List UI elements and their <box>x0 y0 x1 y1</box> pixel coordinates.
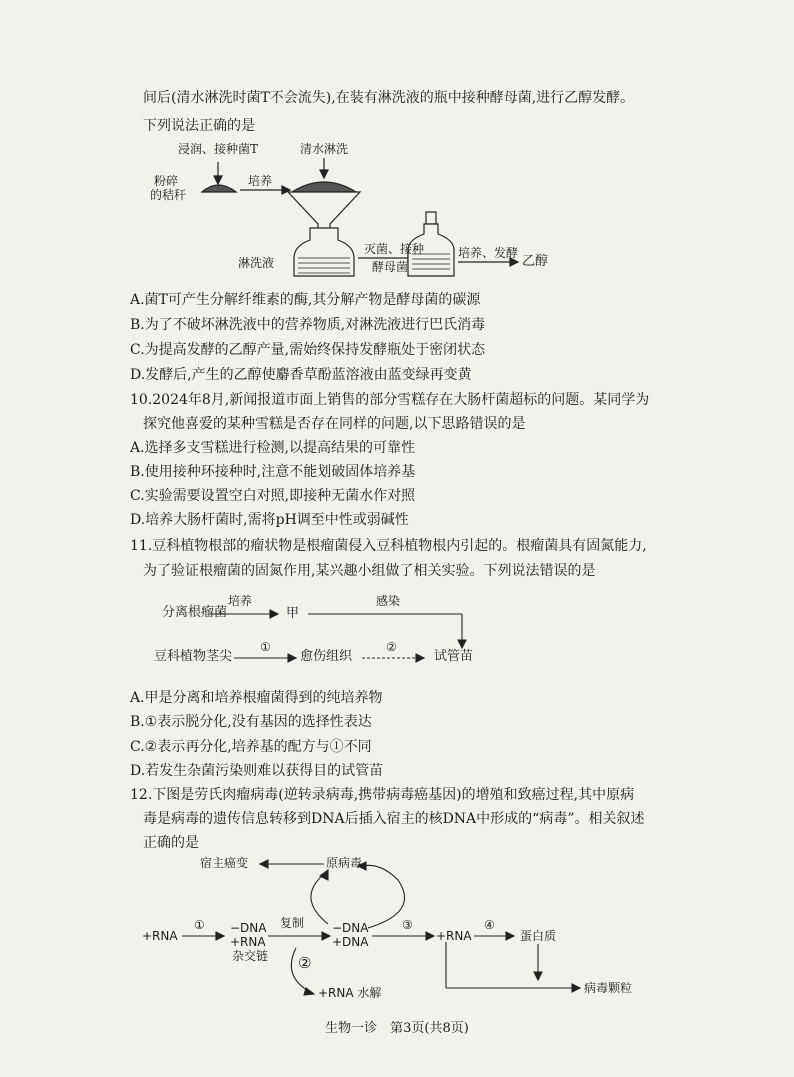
q12-stem-line2: 毒是病毒的遗传信息转移到DNA后插入宿主的核DNA中形成的“病毒”。相关叙述 <box>143 811 645 827</box>
hybrid-label-2: +RNA <box>230 935 266 949</box>
stem-tip-label: 豆科植物茎尖 <box>154 649 233 664</box>
q12-stem-line1: 12.下图是劳氏肉瘤病毒(逆转录病毒,携带病毒癌基因)的增殖和致癌过程,其中原病 <box>130 787 635 803</box>
replicate-label: 复制 <box>280 916 305 930</box>
isolate-rhizobia-label: 分离根瘤菌 <box>162 605 228 620</box>
plantlet-label: 试管苗 <box>434 649 474 664</box>
virus-particle-label: 病毒颗粒 <box>584 981 633 995</box>
jia-label: 甲 <box>286 606 300 621</box>
q9-option-c: C.为提高发酵的乙醇产量,需始终保持发酵瓶处于密闭状态 <box>130 342 486 358</box>
q9-stem-line2: 下列说法正确的是 <box>143 118 255 134</box>
host-cancer-label: 宿主癌变 <box>200 856 249 870</box>
straw-pile-icon <box>202 185 236 192</box>
culture-label: 培养 <box>248 174 273 188</box>
rinse-label: 清水淋洗 <box>300 142 349 156</box>
q9-fermentation-diagram <box>140 140 600 280</box>
q9-stem-line1: 间后(清水淋洗时菌T不会流失),在装有淋洗液的瓶中接种酵母菌,进行乙醇发酵。 <box>143 90 635 106</box>
eluate-label: 淋洗液 <box>238 256 275 270</box>
q10-option-c: C.实验需要设置空白对照,即接种无菌水作对照 <box>130 488 416 504</box>
q11-option-b: B.①表示脱分化,没有基因的选择性表达 <box>130 714 372 730</box>
q11-tissue-culture-diagram <box>150 592 480 672</box>
q11-stem-line2: 为了验证根瘤菌的固氮作用,某兴趣小组做了相关实验。下列说法错误的是 <box>143 563 596 579</box>
q9-option-d: D.发酵后,产生的乙醇使麝香草酚蓝溶液由蓝变绿再变黄 <box>130 367 472 383</box>
q11-culture-label: 培养 <box>228 594 253 608</box>
hydrolysis-label: +RNA 水解 <box>318 986 382 1000</box>
sterilize-inoculate-label-2: 酵母菌 <box>372 260 409 274</box>
straw-label-2: 的秸秆 <box>150 188 187 202</box>
q12-step1-label: ① <box>194 918 205 932</box>
sterilize-inoculate-label-1: 灭菌、接种 <box>364 242 425 256</box>
protein-label: 蛋白质 <box>520 929 557 943</box>
q10-stem-line2: 探究他喜爱的某种雪糕是否存在同样的问题,以下思路错误的是 <box>143 416 526 432</box>
q12-diagram-svg <box>140 852 660 1002</box>
q10-option-a: A.选择多支雪糕进行检测,以提高结果的可靠性 <box>130 440 416 456</box>
q12-step3-label: ③ <box>402 918 413 932</box>
q10-stem-line1: 10.2024年8月,新闻报道市面上销售的部分雪糕存在大肠杆菌超标的问题。某同学为 <box>130 392 650 408</box>
straw-label-1: 粉碎 <box>154 174 179 188</box>
q12-stem-line3: 正确的是 <box>143 835 199 851</box>
q12-virus-diagram <box>140 852 660 1002</box>
q11-option-a: A.甲是分离和培养根瘤菌得到的纯培养物 <box>130 690 383 706</box>
ferment-label: 培养、发酵 <box>458 246 519 260</box>
q12-step4-label: ④ <box>484 918 495 932</box>
step1-label: ① <box>260 640 271 654</box>
rna-start-label: +RNA <box>142 929 178 943</box>
ethanol-label: 乙醇 <box>522 254 549 269</box>
ds-dna-label-2: +DNA <box>332 935 369 949</box>
step2-label: ② <box>386 640 397 654</box>
callus-label: 愈伤组织 <box>300 649 353 664</box>
q12-step2-label: ② <box>298 954 312 972</box>
q11-option-d: D.若发生杂菌污染则难以获得目的试管苗 <box>130 763 384 779</box>
hybrid-label-1: −DNA <box>230 921 267 935</box>
q11-stem-line1: 11.豆科植物根部的瘤状物是根瘤菌侵入豆科植物根内引起的。根瘤菌具有固氮能力, <box>130 538 647 554</box>
q9-option-b: B.为了不破坏淋洗液中的营养物质,对淋洗液进行巴氏消毒 <box>130 317 486 333</box>
q10-option-b: B.使用接种环接种时,注意不能划破固体培养基 <box>130 464 416 480</box>
ds-dna-label-1: −DNA <box>332 921 369 935</box>
page-footer: 生物一诊 第3页(共8页) <box>325 1021 469 1036</box>
soak-inoculate-label: 浸润、接种菌T <box>178 142 259 156</box>
infect-label: 感染 <box>376 594 401 608</box>
q10-option-d: D.培养大肠杆菌时,需将pH调至中性或弱碱性 <box>130 512 409 528</box>
q9-option-a: A.菌T可产生分解纤维素的酶,其分解产物是酵母菌的碳源 <box>130 292 481 308</box>
q11-option-c: C.②表示再分化,培养基的配方与①不同 <box>130 739 372 755</box>
hybrid-label-3: 杂交链 <box>232 949 269 963</box>
rna-mid-label: +RNA <box>436 929 472 943</box>
provirus-label: 原病毒 <box>326 856 363 870</box>
